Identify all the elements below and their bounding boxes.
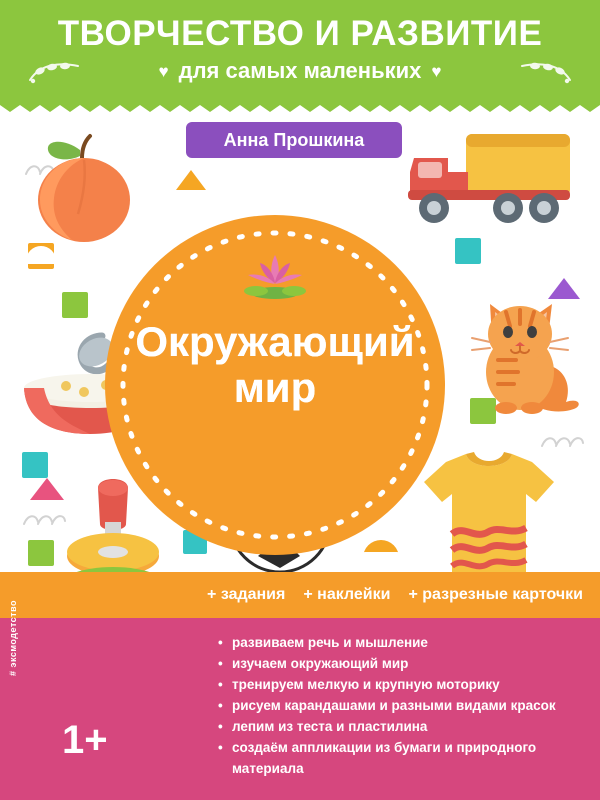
author-badge: [186, 122, 402, 158]
series-subtitle-row: [0, 58, 600, 84]
decor-square-green-left: [62, 292, 88, 318]
leaf-sprig-icon-right: [518, 60, 574, 86]
publisher-imprint: # эксмодетство: [8, 600, 18, 676]
heart-icon-left: ♥: [158, 61, 169, 81]
title-circle: [105, 215, 445, 555]
list-item: • изучаем окружающий мир: [218, 653, 590, 674]
book-title-line1: Окружающий: [135, 318, 415, 365]
banner-zigzag-edge: [0, 99, 600, 113]
lotus-flower-icon: [240, 245, 310, 305]
feature-item-tasks: + задания: [207, 586, 286, 603]
feature-list: [17, 586, 583, 604]
feature-item-stickers: + наклейки: [303, 586, 391, 603]
book-title: [105, 319, 445, 411]
cat-illustration: [468, 268, 586, 418]
list-item: • тренируем мелкую и крупную моторику: [218, 674, 590, 695]
heart-icon-right: ♥: [431, 61, 442, 81]
leaf-sprig-icon-left: [26, 60, 82, 86]
decor-triangle-orange-top: [176, 170, 206, 190]
list-item: • рисуем карандашами и разными видами красок: [218, 695, 590, 716]
series-title: ТВОРЧЕСТВО И РАЗВИТИЕ: [57, 14, 543, 53]
author-name: Анна Прошкина: [223, 129, 365, 150]
book-title-line2: мир: [233, 364, 317, 411]
series-subtitle: для самых маленьких: [178, 58, 422, 83]
list-item: • лепим из теста и пластилина: [218, 716, 590, 737]
list-item: • создаём аппликации из бумаги и природного материала: [218, 737, 590, 779]
bottom-panel: [0, 618, 600, 800]
feature-band: [0, 572, 600, 618]
feature-item-cards: + разрезные карточки: [408, 586, 583, 603]
list-item: • развиваем речь и мышление: [218, 632, 590, 653]
decor-square-teal-top: [455, 238, 481, 264]
age-badge: 1+: [62, 718, 108, 762]
benefits-list: [218, 632, 590, 779]
